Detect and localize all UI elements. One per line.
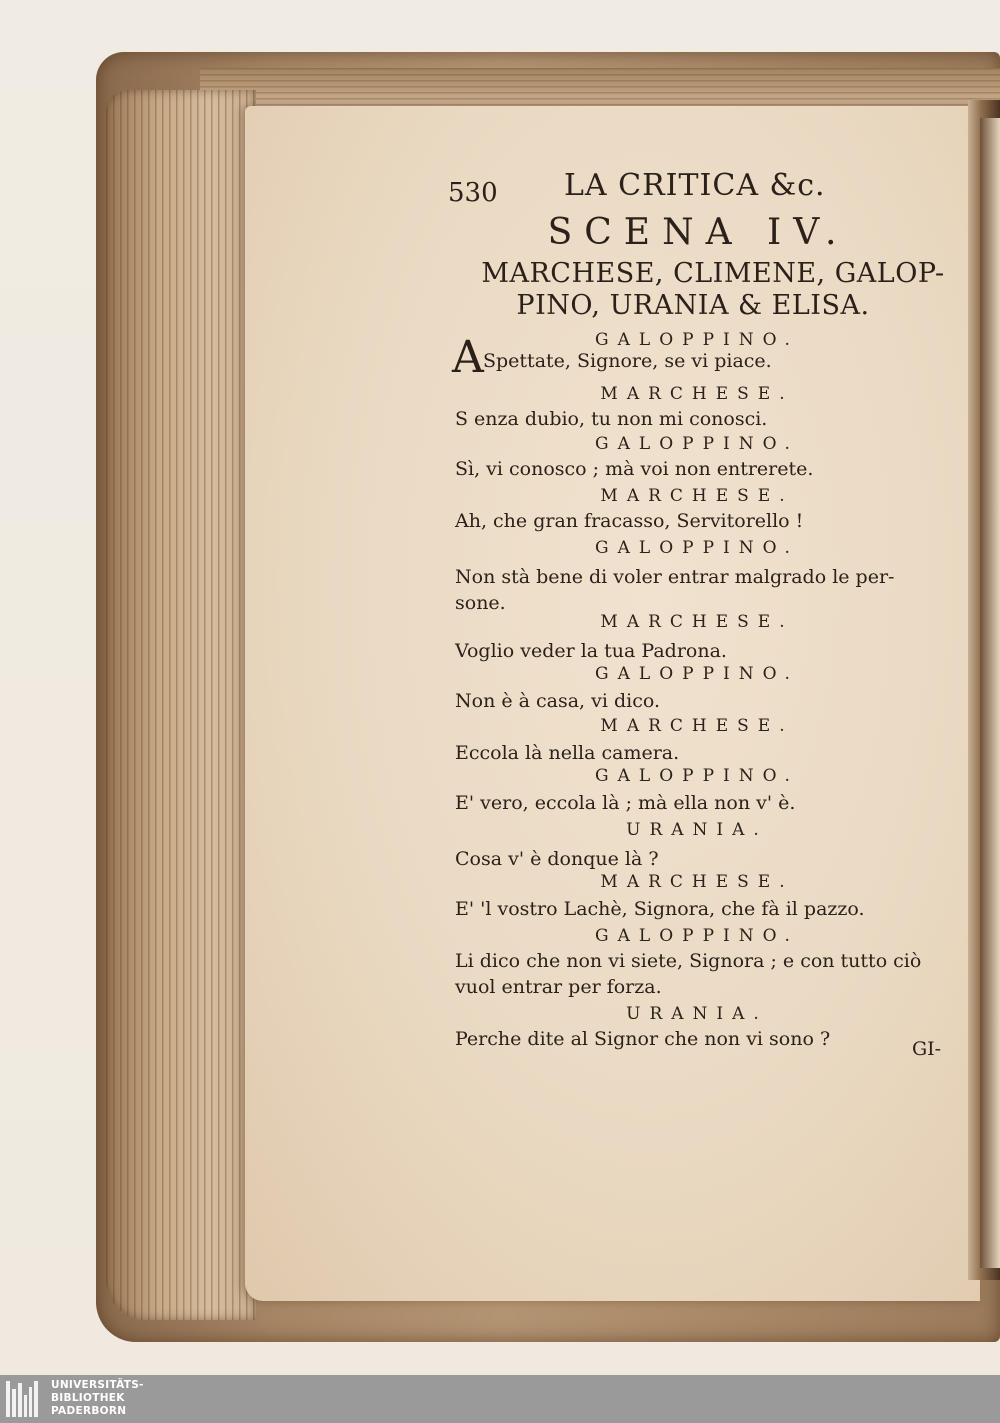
speech-line: Non stà bene di voler entrar malgrado le per- [455,566,895,588]
speech-line: E' 'l vostro Lachè, Signora, che fà il pazzo. [455,898,865,920]
speech-line: Perche dite al Signor che non vi sono ? [455,1028,831,1050]
speaker-label: GALOPPINO. [595,330,799,350]
speech-line: Spettate, Signore, se vi piace. [483,350,772,372]
speech-line: Cosa v' è donque là ? [455,848,659,870]
speaker-label: GALOPPINO. [595,434,799,454]
scene-title: SCENA IV. [547,212,849,253]
scene-characters-line-1: MARCHESE, CLIMENE, GALOP- [481,258,945,289]
library-name-line-3: PADERBORN [51,1405,127,1417]
library-name [51,1379,144,1418]
speech-line: Li dico che non vi siete, Signora ; e con tutto ciò [455,950,922,972]
speaker-label: GALOPPINO. [595,926,799,946]
book-top-edge [200,68,1000,108]
speaker-label: MARCHESE. [600,486,794,506]
speech-line: S enza dubio, tu non mi conosci. [455,408,768,430]
speech-line: Voglio veder la tua Padrona. [455,640,727,662]
speech-line: Sì, vi conosco ; mà voi non entrerete. [455,458,814,480]
speaker-label: MARCHESE. [600,612,794,632]
speaker-label: MARCHESE. [600,872,794,892]
speaker-label: MARCHESE. [600,384,794,404]
scene-characters-line-2: PINO, URANIA & ELISA. [516,290,870,321]
speaker-label: MARCHESE. [600,716,794,736]
catchword: GI- [912,1038,942,1060]
footer-bar [0,1375,1000,1423]
drop-cap: A [452,332,484,383]
page-number: 530 [448,178,498,208]
speaker-label: URANIA. [626,820,768,840]
library-name-line-1: UNIVERSITÄTS- [51,1379,144,1391]
speaker-label: GALOPPINO. [595,664,799,684]
running-title: LA CRITICA &c. [564,168,826,203]
speaker-label: GALOPPINO. [595,538,799,558]
facing-page-sliver [980,118,1000,1268]
speech-line: E' vero, eccola là ; mà ella non v' è. [455,792,796,814]
book-fore-edge [106,90,256,1320]
library-bars-logo [6,1381,42,1417]
speech-line: sone. [455,592,506,614]
library-name-line-2: BIBLIOTHEK [51,1392,125,1404]
speaker-label: URANIA. [626,1004,768,1024]
speech-line: Eccola là nella camera. [455,742,680,764]
speech-line: Non è à casa, vi dico. [455,690,660,712]
speech-line: Ah, che gran fracasso, Servitorello ! [455,510,804,532]
running-header [448,168,908,216]
speech-line: vuol entrar per forza. [455,976,662,998]
speaker-label: GALOPPINO. [595,766,799,786]
